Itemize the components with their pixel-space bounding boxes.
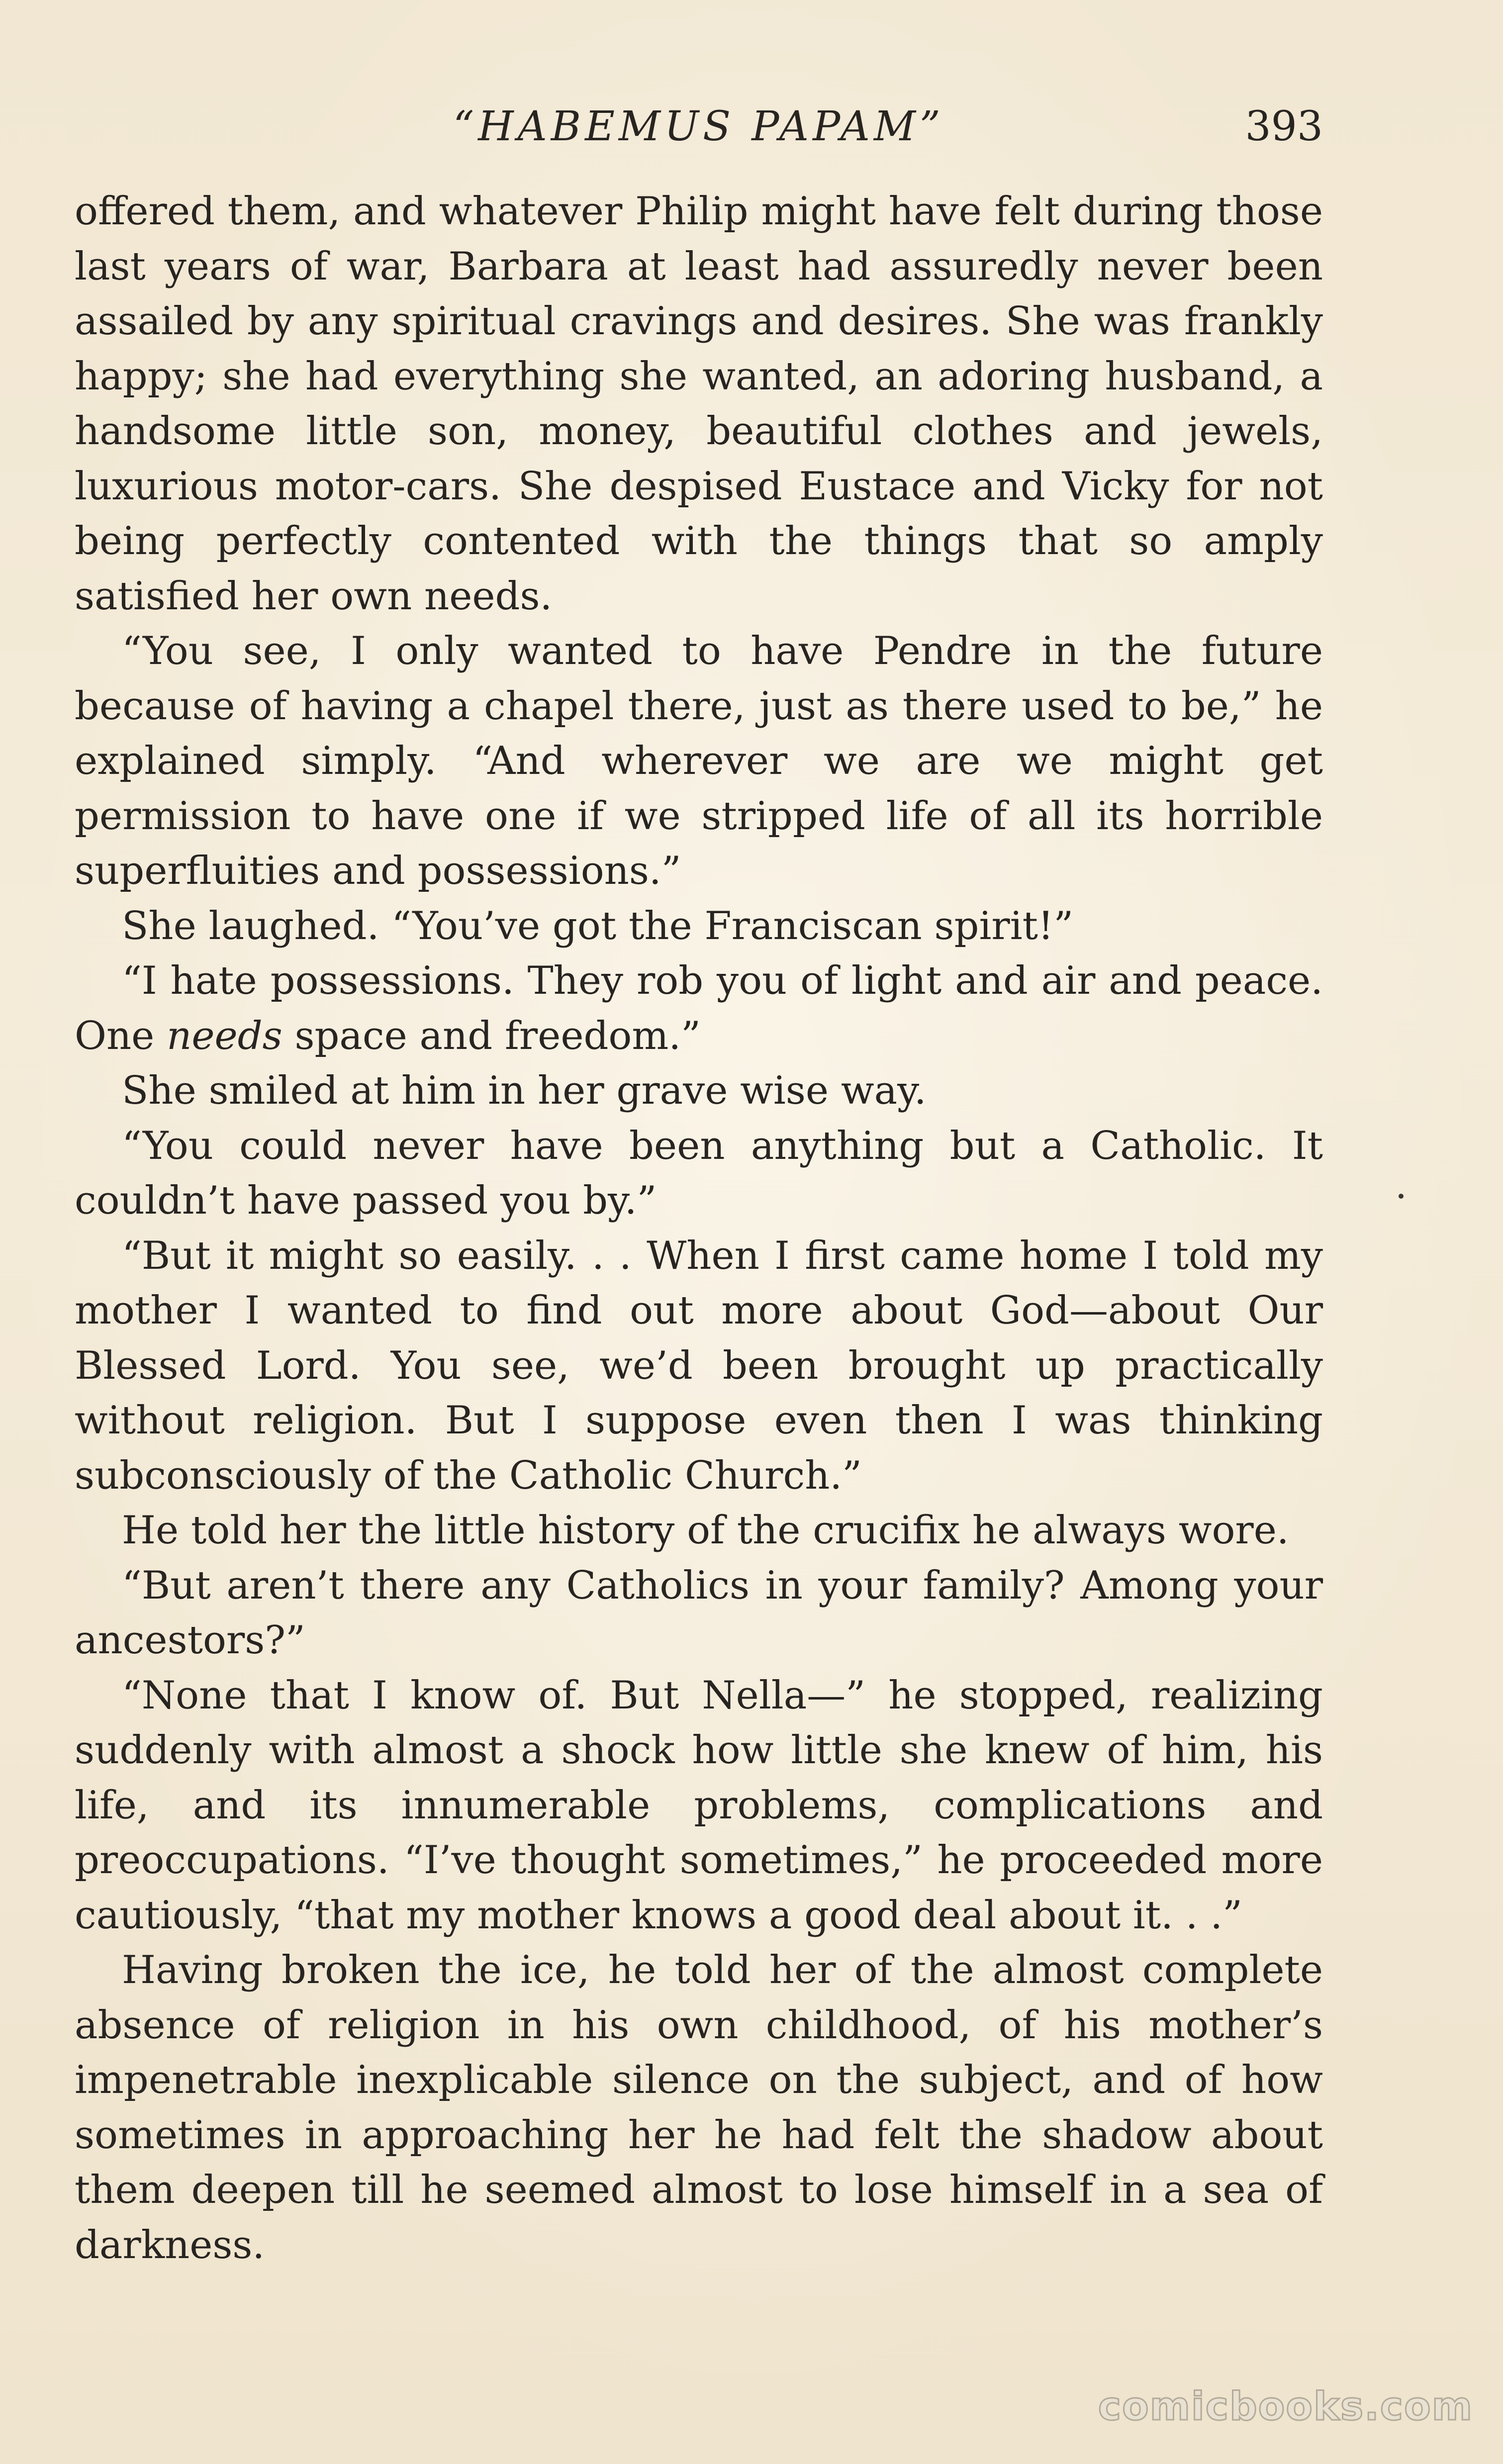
running-head — [75, 97, 1323, 157]
paragraph-5: She smiled at him in her grave wise way. — [122, 1068, 927, 1113]
paragraph-3: She laughed. “You’ve got the Franciscan spirit!” — [122, 903, 1074, 948]
site-watermark: comicbooks.com — [1098, 2384, 1473, 2429]
body-text — [75, 184, 1323, 2273]
paragraph-8: He told her the little history of the crucifix he always wore. — [122, 1508, 1289, 1553]
ink-speck — [1399, 1194, 1404, 1199]
paragraph-7: “But it might so easily. . . When I first came home I told my mother I wanted to find out more about God—about Our Blessed Lord. You see, we’d been brought up practically without religion. But I suppose even then I was thinking subconsciously of the Catholic Church.” — [75, 1233, 1323, 1498]
paragraph-10: “None that I know of. But Nella—” he stopped, realizing suddenly with almost a shock how little she knew of him, his life, and its innumerable problems, complications and preoccupations. “I’ve thought sometimes,” he proceeded more cautiously, “that my mother knows a good deal about it. . .” — [75, 1673, 1323, 1938]
running-title: “HABEMUS PAPAM” — [453, 103, 944, 150]
paragraph-6: “You could never have been anything but a Catholic. It couldn’t have passed you by.” — [75, 1123, 1323, 1223]
paragraph-9: “But aren’t there any Catholics in your family? Among your ancestors?” — [75, 1563, 1323, 1663]
paragraph-1: offered them, and whatever Philip might have felt during those last years of war, Barbara at least had assuredly never been assailed by any spiritual cravings and desires. She was frankly happy; she had everything she wanted, an adoring husband, a handsome little son, money, beautiful clothes and jewels, luxurious motor-cars. She despised Eustace and Vicky for not being perfectly contented with the things that so amply satisfied her own needs. — [75, 189, 1323, 619]
page-number: 393 — [1245, 103, 1323, 150]
emphasis: needs — [167, 1013, 282, 1058]
paragraph-11: Having broken the ice, he told her of the almost complete absence of religion in his own childhood, of his mother’s impenetrable inexplicable silence on the subject, and of how sometimes in approaching her he had felt the shadow about them deepen till he seemed almost to lose himself in a sea of darkness. — [75, 1948, 1323, 2268]
paragraph-4: “I hate possessions. They rob you of light and air and peace. One needs space and freedom.” — [75, 958, 1323, 1058]
paragraph-2: “You see, I only wanted to have Pendre in the future because of having a chapel there, just as there used to be,” he explained simply. “And wherever we are we might get permission to have one if we stripped life of all its horrible superfluities and possessions.” — [75, 629, 1323, 893]
